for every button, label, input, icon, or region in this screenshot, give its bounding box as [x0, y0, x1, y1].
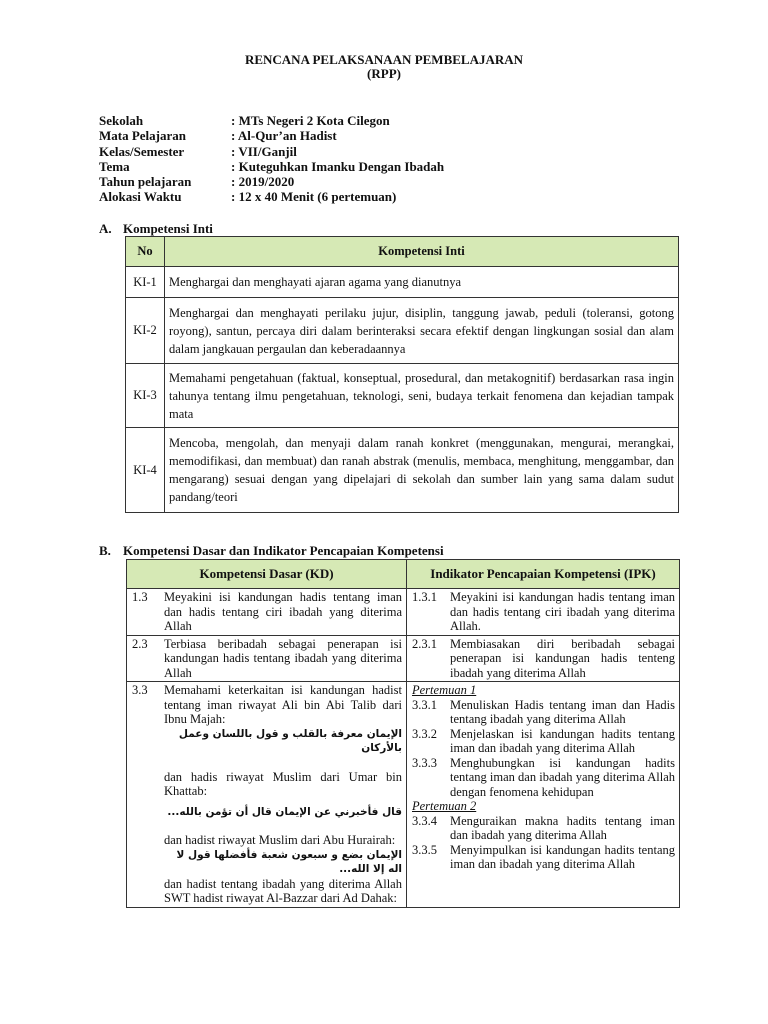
ki-text: Mencoba, mengolah, dan menyaji dalam ranah konkret (menggunakan, mengurai, merangkai, memodifikasi, dan membuat) dan ranah abstrak (menulis, membaca, menghitung, menggambar, dan mengarang) sesuai dengan yang dipelajari di sekolah dan sumber lain yang sama dalam sudut pandang/teori — [165, 428, 679, 513]
ipk-text: Menuliskan Hadis tentang iman dan Hadis tentang ibadah yang diterima Allah — [450, 697, 675, 726]
kd-text: Memahami keterkaitan isi kandungan hadist tentang iman riwayat Ali bin Abi Talib dari Ibnu Majah: — [164, 683, 402, 726]
ipk-item — [412, 590, 675, 634]
table-row — [126, 364, 679, 428]
identity-label: Tahun pelajaran — [99, 174, 192, 190]
ipk-number: 3.3.5 — [412, 842, 437, 857]
ipk-text: Membiasakan diri beribadah sebagai penerapan isi kandungan hadis tenteng ibadah yang diterima Allah — [450, 636, 675, 680]
kd-item — [132, 637, 402, 681]
ipk-cell — [407, 682, 680, 908]
identity-row-theme — [99, 159, 444, 174]
arabic-hadith-text: الإيمان معرفة بالقلب و قول باللسان وعمل بالأركان — [178, 727, 402, 754]
kd-text: Meyakini isi kandungan hadis tentang iman dan hadis tentang ciri ibadah yang diterima Allah — [164, 590, 402, 633]
ki-number: KI-4 — [126, 428, 165, 513]
table-row — [127, 635, 680, 682]
ki-text: Menghargai dan menghayati ajaran agama yang dianutnya — [165, 267, 679, 298]
ipk-number: 3.3.4 — [412, 813, 437, 828]
kd-text: dan hadis riwayat Muslim dari Umar bin Khattab: — [164, 769, 402, 798]
table-row — [127, 589, 680, 636]
kd-text: dan hadist tentang ibadah yang diterima Allah SWT hadist riwayat Al-Bazzar dari Ad Dahak: — [164, 876, 402, 905]
ipk-item — [412, 727, 675, 756]
column-header-no: No — [126, 237, 165, 267]
column-header-ki: Kompetensi Inti — [165, 237, 679, 267]
ki-number: KI-3 — [126, 364, 165, 428]
meeting-label: Pertemuan 2 — [412, 799, 477, 813]
table-row — [126, 428, 679, 513]
table-row — [127, 682, 680, 908]
identity-label: Tema — [99, 158, 130, 174]
document-subtitle: (RPP) — [367, 66, 401, 81]
arabic-hadith-text: قال فأخبرني عن الإيمان قال أن تؤمن بالله... — [167, 805, 402, 818]
section-number: B. — [99, 543, 111, 558]
kompetensi-inti-table — [125, 236, 679, 513]
table-row — [126, 298, 679, 364]
kd-cell — [127, 589, 407, 636]
ipk-number: 1.3.1 — [412, 590, 437, 604]
table-row — [126, 267, 679, 298]
identity-row-school — [99, 113, 444, 128]
identity-value: : MTs Negeri 2 Kota Cilegon — [231, 113, 390, 128]
ki-text: Menghargai dan menghayati perilaku jujur, disiplin, tanggung jawab, peduli (toleransi, gotong royong), santun, percaya diri dalam berinteraksi secara efektif dengan lingkungan sosial dan alam dalam jangkauan pergaulan dan keberadaannya — [165, 298, 679, 364]
kd-cell — [127, 635, 407, 682]
identity-label: Sekolah — [99, 113, 144, 128]
arabic-hadith-text: الإيمان بضع و سبعون شعبة فأفضلها قول لا اله إلا الله... — [176, 848, 402, 875]
identity-value: : Al-Qur’an Hadist — [231, 128, 337, 144]
section-title: Kompetensi Inti — [123, 221, 213, 236]
kd-text: Terbiasa beribadah sebagai penerapan isi kandungan hadis tentang ibadah yang diterima Allah — [164, 636, 402, 680]
ipk-cell — [407, 589, 680, 636]
identity-label: Kelas/Semester — [99, 143, 185, 159]
section-a-heading — [99, 221, 213, 237]
identity-label: Alokasi Waktu — [99, 189, 182, 205]
kd-item — [132, 590, 402, 634]
section-b-heading — [99, 543, 444, 559]
identity-row-subject — [99, 128, 444, 143]
identity-value: : 12 x 40 Menit (6 pertemuan) — [231, 189, 397, 205]
section-number: A. — [99, 221, 112, 236]
section-title: Kompetensi Dasar dan Indikator Pencapaian Kompetensi — [123, 543, 444, 558]
ki-number: KI-2 — [126, 298, 165, 364]
kd-text: dan hadist riwayat Muslim dari Abu Hurairah: — [164, 833, 396, 847]
kd-number: 2.3 — [132, 636, 148, 651]
ipk-text: Menghubungkan isi kandungan hadits tentang iman dan ibadah yang diterima Allah dengan fenomena kehidupan — [450, 755, 675, 799]
identity-value: : 2019/2020 — [231, 174, 295, 190]
ipk-item — [412, 698, 675, 727]
ipk-item — [412, 756, 675, 800]
ipk-number: 3.3.3 — [412, 755, 437, 770]
identity-value: : Kuteguhkan Imanku Dengan Ibadah — [231, 158, 445, 174]
kd-number: 3.3 — [132, 683, 148, 697]
ipk-number: 2.3.1 — [412, 636, 437, 651]
meeting-label: Pertemuan 1 — [412, 683, 477, 697]
ipk-text: Menjelaskan isi kandungan hadits tentang iman dan ibadah yang diterima Allah — [450, 726, 675, 755]
column-header-kd: Kompetensi Dasar (KD) — [127, 560, 407, 589]
table-header-row — [127, 560, 680, 589]
kd-ipk-table — [126, 559, 680, 908]
ipk-text: Meyakini isi kandungan hadis tentang iman dan hadis tentang ciri ibadah yang diterima Allah. — [450, 590, 675, 633]
ipk-text: Menguraikan makna hadits tentang iman dan ibadah yang diterima Allah — [450, 813, 675, 842]
ipk-item — [412, 637, 675, 681]
kd-number: 1.3 — [132, 590, 148, 604]
ki-number: KI-1 — [126, 267, 165, 298]
identity-row-class — [99, 144, 444, 159]
ipk-number: 3.3.2 — [412, 726, 437, 741]
identity-row-year — [99, 174, 444, 189]
ipk-text: Menyimpulkan isi kandungan hadits tentang iman dan ibadah yang diterima Allah — [450, 842, 675, 871]
kd-cell — [127, 682, 407, 908]
ipk-cell — [407, 635, 680, 682]
identity-row-time — [99, 189, 444, 204]
identity-block — [99, 113, 444, 205]
ipk-item — [412, 814, 675, 843]
ipk-item — [412, 843, 675, 872]
column-header-ipk: Indikator Pencapaian Kompetensi (IPK) — [407, 560, 680, 589]
ipk-number: 3.3.1 — [412, 697, 437, 712]
identity-value: : VII/Ganjil — [231, 143, 297, 159]
document-title: RENCANA PELAKSANAAN PEMBELAJARAN — [244, 52, 524, 67]
table-header-row — [126, 237, 679, 267]
kd-item — [132, 683, 402, 727]
ki-text: Memahami pengetahuan (faktual, konseptual, prosedural, dan metakognitif) berdasarkan rasa ingin tahunya tentang ilmu pengetahuan, teknologi, seni, budaya terkait fenomena dan kejadian tampak mata — [165, 364, 679, 428]
identity-label: Mata Pelajaran — [99, 128, 187, 144]
